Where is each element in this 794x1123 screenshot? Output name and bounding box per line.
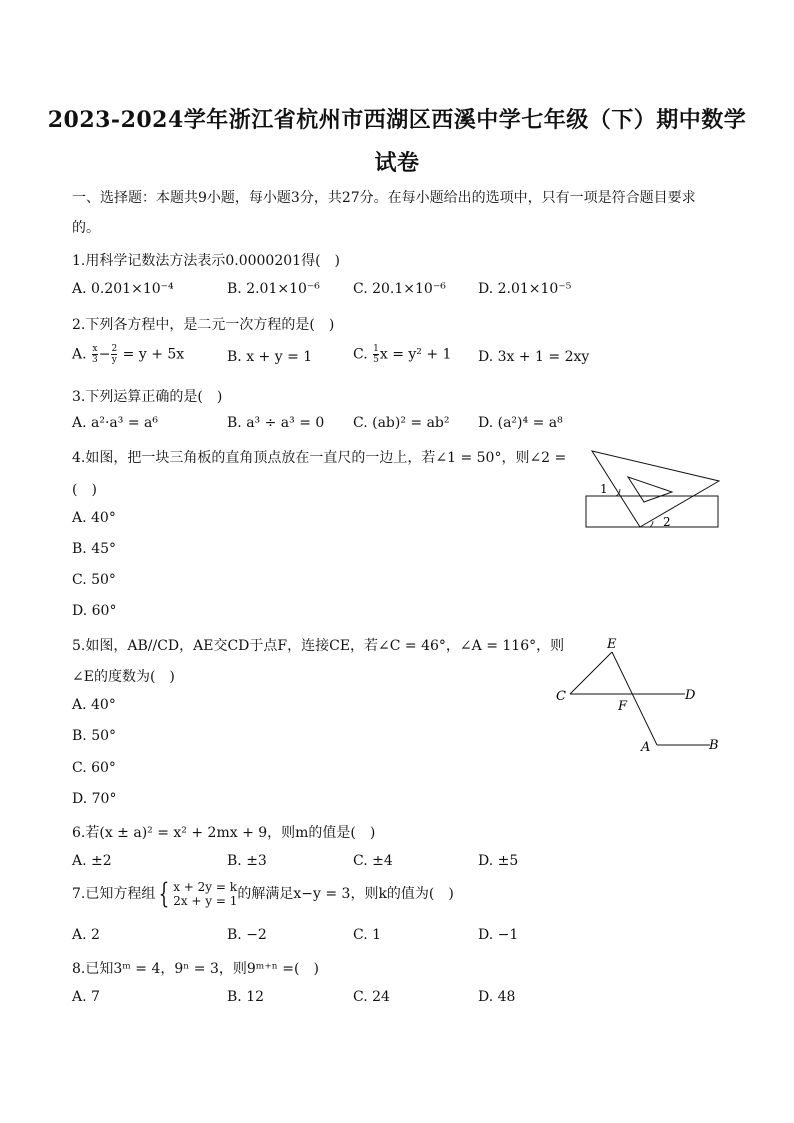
question-2-option-c: C. $\frac{1}{5}$ x = y² + 1 — [353, 344, 452, 365]
question-2-stem: 2.下列各方程中，是二元一次方程的是( ) — [72, 317, 335, 333]
ruler — [586, 496, 718, 527]
question-7-stem: 7.已知方程组 { x + 2y = k 2x + y = 1 的解满足x−y = 3，则k的值为( ) — [72, 877, 454, 910]
question-8-option-d: D. 48 — [478, 989, 516, 1005]
point-e-label: E — [607, 637, 617, 652]
question-3-option-d: D. (a²)⁴ = a⁸ — [478, 415, 563, 431]
exam-title-line1: 2023-2024学年浙江省杭州市西湖区西溪中学七年级（下）期中数学 — [47, 107, 747, 133]
question-4-option-a: A. 40° — [72, 510, 116, 526]
question-6-option-c: C. ±4 — [353, 853, 393, 869]
question-6-option-d: D. ±5 — [478, 853, 519, 869]
question-3-option-b: B. a³ ÷ a³ = 0 — [227, 415, 325, 431]
angle-2-arc — [650, 521, 653, 527]
question-4-option-c: C. 50° — [72, 572, 116, 588]
question-4-stem-cont: ( ) — [72, 482, 97, 498]
equation-system: x + 2y = k 2x + y = 1 — [173, 880, 238, 908]
question-2-option-b: B. x + y = 1 — [227, 349, 313, 365]
angle-2-label: 2 — [663, 515, 671, 529]
exam-title-line2: 试卷 — [374, 150, 420, 176]
fraction-2-over-y: $\frac{2}{y}$ — [111, 344, 118, 365]
fraction-x-over-3: $\frac{x}{3}$ — [92, 344, 98, 365]
point-f-label: F — [618, 699, 628, 714]
question-3-option-c: C. (ab)² = ab² — [353, 415, 450, 431]
question-5-option-a: A. 40° — [72, 697, 116, 713]
question-5-figure — [550, 630, 730, 760]
section-instructions-line2: 的。 — [72, 220, 100, 236]
question-3-option-a: A. a²·a³ = a⁶ — [72, 415, 158, 431]
question-8-option-a: A. 7 — [72, 989, 100, 1005]
question-4-stem: 4.如图，把一块三角板的直角顶点放在一直尺的一边上，若∠1 = 50°，则∠2 = — [72, 450, 567, 466]
question-6-stem: 6.若(x ± a)² = x² + 2mx + 9，则m的值是( ) — [72, 825, 376, 841]
question-7-option-d: D. −1 — [478, 927, 519, 943]
question-2-option-d: D. 3x + 1 = 2xy — [478, 349, 590, 365]
section-instructions-line1: 一、选择题：本题共9小题，每小题3分，共27分。在每小题给出的选项中，只有一项是符合题目要求 — [72, 190, 696, 206]
question-5-option-c: C. 60° — [72, 760, 116, 776]
question-1-option-b: B. 2.01×10⁻⁶ — [227, 281, 320, 297]
question-1-option-c: C. 20.1×10⁻⁶ — [353, 281, 446, 297]
question-8-stem: 8.已知3ᵐ = 4，9ⁿ = 3，则9ᵐ⁺ⁿ =( ) — [72, 961, 319, 977]
fraction-1-over-5: $\frac{1}{5}$ — [373, 344, 379, 365]
question-5-option-b: B. 50° — [72, 728, 117, 744]
question-7-option-c: C. 1 — [353, 927, 382, 943]
question-8-option-c: C. 24 — [353, 989, 390, 1005]
question-4-option-b: B. 45° — [72, 541, 117, 557]
point-b-label: B — [709, 738, 719, 753]
angle-1-label: 1 — [600, 482, 608, 496]
question-5-stem-cont: ∠E的度数为( ) — [72, 669, 175, 685]
question-5-option-d: D. 70° — [72, 791, 117, 807]
question-6-option-b: B. ±3 — [227, 853, 267, 869]
triangle-inner — [628, 477, 672, 502]
point-c-label: C — [556, 689, 566, 704]
question-3-stem: 3.下列运算正确的是( ) — [72, 389, 223, 405]
line-ce — [570, 652, 612, 694]
question-1-option-a: A. 0.201×10⁻⁴ — [72, 281, 174, 297]
question-7-option-a: A. 2 — [72, 927, 100, 943]
point-d-label: D — [685, 688, 696, 703]
question-8-option-b: B. 12 — [227, 989, 265, 1005]
question-4-figure — [580, 445, 725, 535]
triangle-outer — [592, 451, 719, 527]
point-a-label: A — [641, 740, 651, 755]
question-5-stem: 5.如图，AB//CD，AE交CD于点F，连接CE，若∠C = 46°，∠A = 116°，则 — [72, 638, 565, 654]
question-1-stem: 1.用科学记数法方法表示0.0000201得( ) — [72, 253, 340, 269]
question-6-option-a: A. ±2 — [72, 853, 112, 869]
question-1-option-d: D. 2.01×10⁻⁵ — [478, 281, 572, 297]
question-4-option-d: D. 60° — [72, 603, 117, 619]
question-7-option-b: B. −2 — [227, 927, 267, 943]
left-brace: { — [158, 877, 170, 910]
question-2-option-a: A. $\frac{x}{3}$ − $\frac{2}{y}$ = y + 5x — [72, 344, 185, 365]
